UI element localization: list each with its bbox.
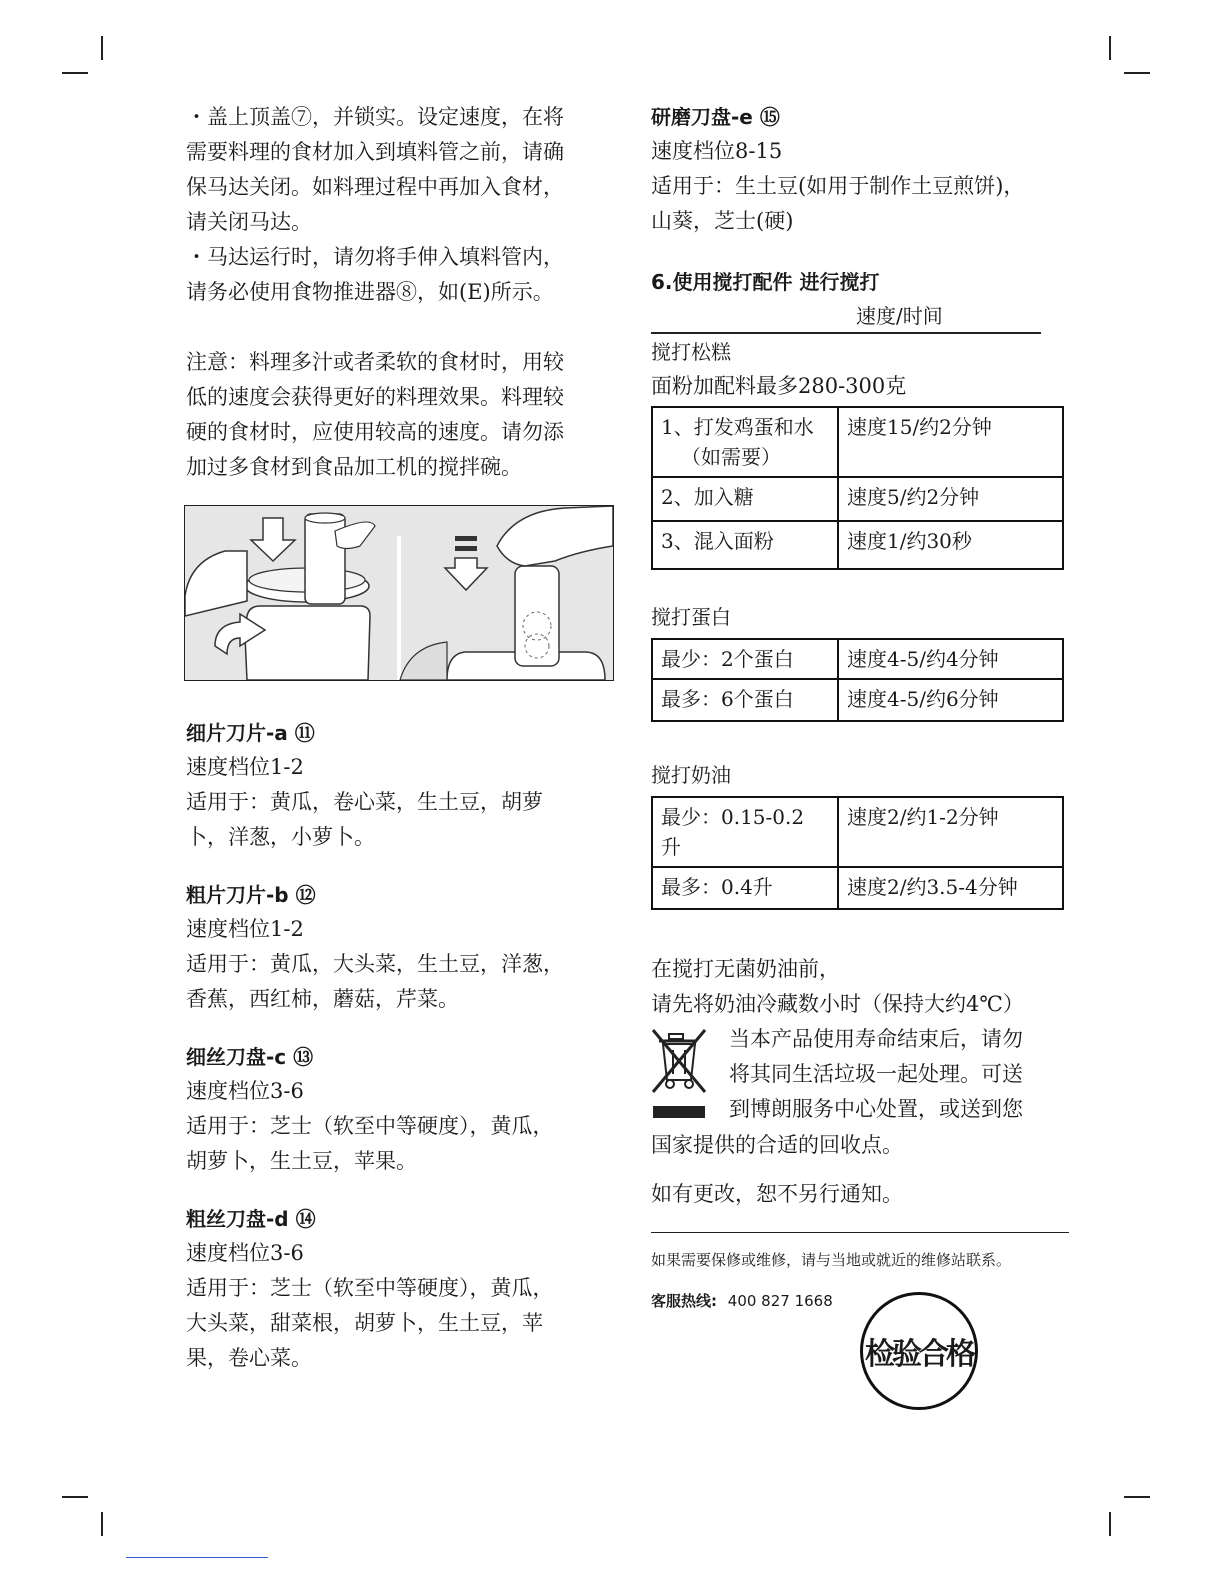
egg-title: 搅打蛋白 (651, 605, 731, 629)
whisk-header: 速度/时间 (856, 304, 943, 328)
section-line: 胡萝卜，生土豆，苹果。 (186, 1149, 417, 1173)
cream-note-line: 请先将奶油冷藏数小时（保持大约4℃） (651, 992, 1024, 1016)
section-speed: 速度档位1-2 (186, 755, 304, 779)
blade-section (186, 1040, 606, 1179)
weee-bin-icon (651, 1026, 717, 1126)
recycle-block (651, 1022, 1071, 1128)
change-notice: 如有更改，恕不另行通知。 (651, 1182, 903, 1206)
cake-subtitle: 面粉加配料最多280-300克 (651, 374, 907, 398)
blade-section (186, 1202, 606, 1376)
footer-rule (651, 1232, 1069, 1233)
step-cell: 最多：6个蛋白 (652, 679, 838, 721)
section-line: 适用于：生土豆(如用于制作土豆煎饼)， (651, 174, 1025, 198)
intro-line: ・马达运行时，请勿将手伸入填料管内， (186, 245, 564, 269)
egg-table (651, 638, 1064, 722)
step-cell: 最少：0.15-0.2 (661, 805, 805, 829)
recycle-text (729, 1022, 1023, 1127)
note-line: 加过多食材到食品加工机的搅拌碗。 (186, 455, 522, 479)
section-title: 粗片刀片-b ⑫ (186, 883, 316, 907)
crop-mark (62, 72, 88, 74)
note-line: 低的速度会获得更好的料理效果。料理较 (186, 385, 564, 409)
left-column (186, 100, 606, 485)
value-cell: 速度4-5/约4分钟 (838, 639, 1063, 679)
cream-title: 搅打奶油 (651, 763, 731, 787)
recycle-last-line: 国家提供的合适的回收点。 (651, 1133, 903, 1157)
step-cell: 1、打发鸡蛋和水 (661, 415, 814, 439)
note-line: 硬的食材时，应使用较高的速度。请勿添 (186, 420, 564, 444)
step-cell: 3、混入面粉 (652, 521, 838, 569)
recycle-line: 将其同生活垃圾一起处理。可送 (729, 1062, 1023, 1086)
section-line: 香蕉，西红柿，蘑菇，芹菜。 (186, 987, 459, 1011)
section-title: 研磨刀盘-e ⑮ (651, 105, 780, 129)
intro-line: 保马达关闭。如料理过程中再加入食材， (186, 175, 564, 199)
intro-line: 请务必使用食物推进器⑧，如(E)所示。 (186, 280, 554, 304)
crop-mark (1124, 1496, 1150, 1498)
value-cell: 速度4-5/约6分钟 (838, 679, 1063, 721)
section-speed: 速度档位1-2 (186, 917, 304, 941)
blade-section (186, 716, 606, 855)
step-cell: 2、加入糖 (652, 477, 838, 521)
inspection-stamp (860, 1292, 978, 1410)
section-line: 山葵，芝士(硬) (651, 209, 794, 233)
crop-mark (101, 1512, 103, 1536)
section-line: 卜，洋葱，小萝卜。 (186, 825, 375, 849)
section-speed: 速度档位3-6 (186, 1079, 304, 1103)
section-line: 大头菜，甜菜根，胡萝卜，生土豆，苹 (186, 1311, 543, 1335)
value-cell: 速度2/约3.5-4分钟 (838, 867, 1063, 909)
crop-mark (1124, 72, 1150, 74)
recycle-line: 当本产品使用寿命结束后，请勿 (729, 1027, 1023, 1051)
right-column (651, 100, 1071, 333)
intro-line: 请关闭马达。 (186, 210, 312, 234)
section-title: 细片刀片-a ⑪ (186, 721, 315, 745)
step-cell-extra: 升 (661, 835, 681, 859)
cream-note-line: 在搅打无菌奶油前， (651, 957, 840, 981)
cake-table (651, 406, 1064, 570)
value-cell: 速度15/约2分钟 (838, 407, 1063, 477)
service-note: 如果需要保修或维修，请与当地或就近的维修站联系。 (651, 1251, 1012, 1269)
hotline-label: 客服热线: (651, 1292, 717, 1310)
hotline (651, 1290, 833, 1311)
hotline-number: 400 827 1668 (727, 1292, 833, 1310)
bottom-blue-line (126, 1557, 268, 1558)
crop-mark (62, 1496, 88, 1498)
intro-line: 需要料理的食材加入到填料管之前，请确 (186, 140, 564, 164)
table-row (652, 867, 1063, 909)
stamp-text: 检验合格 (865, 1337, 973, 1372)
intro-line: ・盖上顶盖⑦，并锁实。设定速度，在将 (186, 105, 564, 129)
usage-illustration (184, 505, 614, 681)
section-title: 细丝刀盘-c ⑬ (186, 1045, 314, 1069)
note-line: 注意：料理多汁或者柔软的食材时，用较 (186, 350, 564, 374)
table-row (652, 639, 1063, 679)
table-row (652, 407, 1063, 477)
section-line: 适用于：芝士（软至中等硬度），黄瓜， (186, 1276, 554, 1300)
table-row (652, 477, 1063, 521)
step-cell-extra: （如需要） (681, 445, 781, 469)
crop-mark (1109, 1512, 1111, 1536)
value-cell: 速度1/约30秒 (838, 521, 1063, 569)
step-cell: 最少：2个蛋白 (652, 639, 838, 679)
recycle-line: 到博朗服务中心处置，或送到您 (729, 1097, 1023, 1121)
section-title: 粗丝刀盘-d ⑭ (186, 1207, 316, 1231)
value-cell: 速度2/约1-2分钟 (838, 797, 1063, 867)
table-row (652, 521, 1063, 569)
table-row (652, 797, 1063, 867)
header-rule (651, 332, 1041, 334)
blade-section (186, 878, 606, 1017)
whisk-tables (651, 335, 1071, 1212)
cake-title: 搅打松糕 (651, 340, 731, 364)
value-cell: 速度5/约2分钟 (838, 477, 1063, 521)
cream-table (651, 796, 1064, 910)
blade-sections (186, 716, 606, 1376)
crop-mark (1109, 36, 1111, 60)
section-line: 适用于：黄瓜，大头菜，生土豆，洋葱， (186, 952, 564, 976)
section-line: 适用于：芝士（软至中等硬度），黄瓜， (186, 1114, 554, 1138)
food-pusher-illustration (185, 506, 613, 680)
step-cell: 最多：0.4升 (652, 867, 838, 909)
section-line: 适用于：黄瓜，卷心菜，生土豆，胡萝 (186, 790, 543, 814)
section-speed: 速度档位8-15 (651, 139, 783, 163)
section-line: 果，卷心菜。 (186, 1346, 312, 1370)
section-speed: 速度档位3-6 (186, 1241, 304, 1265)
crop-mark (101, 36, 103, 60)
whisk-title: 6.使用搅打配件 进行搅打 (651, 270, 880, 294)
table-row (652, 679, 1063, 721)
